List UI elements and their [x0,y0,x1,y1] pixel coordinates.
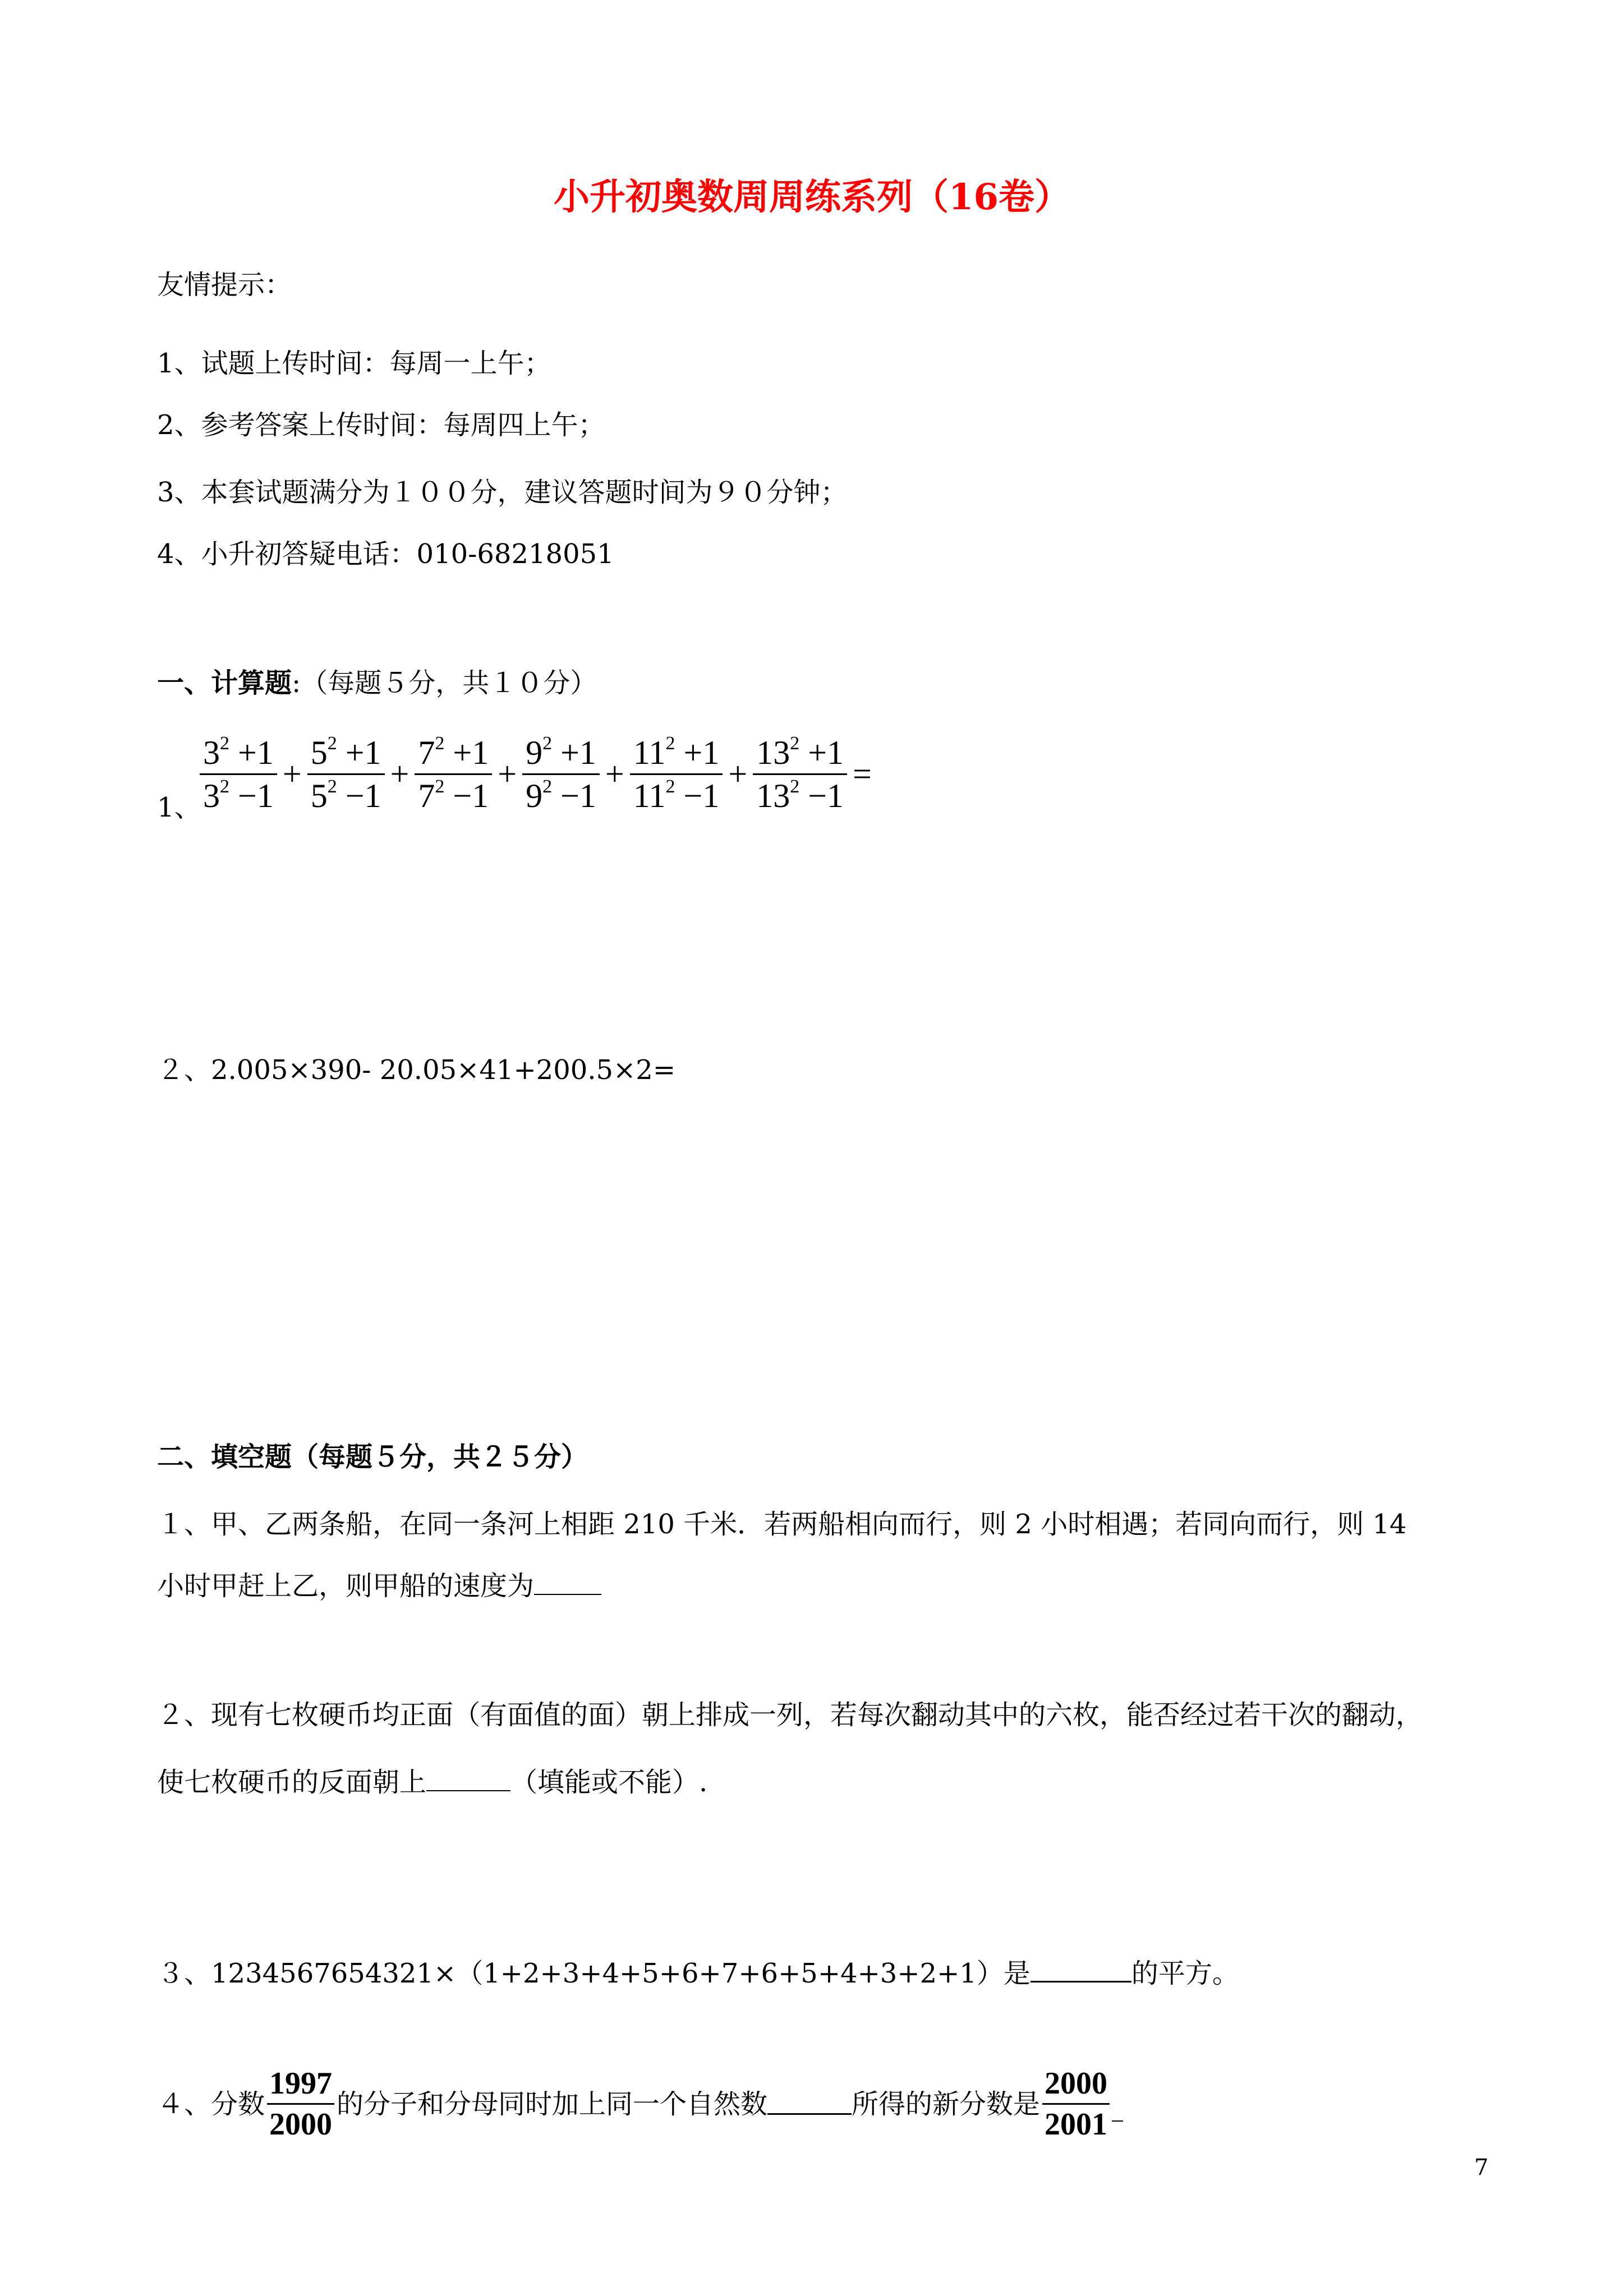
plus-sign: + [282,755,302,792]
denominator-base: 3 [203,777,220,814]
answer-blank[interactable] [1030,1956,1131,1983]
formula-fraction [415,732,492,817]
answer-blank[interactable] [534,1569,601,1595]
plus-sign: + [605,755,624,792]
denominator-tail: −1 [229,777,274,814]
numerator-exponent: 2 [220,733,229,754]
tip-item: 2、参考答案上传时间：每周四上午； [157,409,605,441]
section2-q3-text-a: ３、1234567654321×（1+2+3+4+5+6+7+6+5+4+3+2+1）是 [157,1958,1030,1989]
trailing-dash [1112,2109,1123,2122]
numerator-tail: +1 [799,734,844,771]
fraction-denominator: 2001 [1045,2107,1108,2142]
denominator-base: 7 [418,777,435,814]
section2-q1-text: 小时甲赶上乙，则甲船的速度为 [157,1570,535,1602]
denominator-tail: −1 [675,777,720,814]
denominator-base: 13 [756,777,790,814]
section2-q2-line1: ２、现有七枚硬币均正面（有面值的面）朝上排成一列，若每次翻动其中的六枚，能否经过若干次的翻动， [157,1699,1423,1731]
numerator-tail: +1 [444,734,489,771]
section2-heading: 二、填空题（每题５分，共２５分） [157,1441,588,1473]
fraction-denominator [307,775,385,817]
section2-q2-line2 [157,1765,707,1799]
tip-item: 3、本套试题满分为１００分，建议答题时间为９０分钟； [157,477,848,508]
fraction-2000-2001 [1042,2064,1110,2144]
fraction-numerator [307,732,385,773]
section2-q3-text-b: 的平方。 [1131,1958,1239,1989]
fraction-denominator [753,775,847,817]
tip-item: 4、小升初答疑电话：010-68218051 [157,538,614,570]
numerator-base: 7 [418,734,435,771]
denominator-tail: −1 [444,777,489,814]
fraction-numerator [415,732,492,773]
section2-q3 [157,1956,1239,1990]
plus-sign: + [498,755,517,792]
fraction-numerator: 1997 [269,2066,333,2101]
formula-fraction [630,732,723,817]
numerator-tail: +1 [337,734,381,771]
denominator-exponent: 2 [435,776,445,797]
denominator-base: 11 [633,777,666,814]
formula-fraction [200,732,277,817]
numerator-base: 9 [526,734,543,771]
page-number: 7 [1474,2155,1489,2180]
fraction-1997-2000 [267,2064,334,2144]
numerator-exponent: 2 [327,733,337,754]
plus-sign: + [390,755,410,792]
numerator-base: 13 [756,734,790,771]
q1-formula [197,732,875,817]
denominator-tail: −1 [552,777,596,814]
plus-sign: + [728,755,748,792]
numerator-exponent: 2 [790,733,800,754]
page-title: 小升初奥数周周练系列（16卷） [553,176,1071,218]
tip-item: 1、试题上传时间：每周一上午； [157,348,551,379]
fraction-numerator [753,732,847,773]
fraction-numerator [522,732,600,773]
fraction-numerator [200,732,277,773]
section2-q2-text-a: 使七枚硬币的反面朝上 [157,1767,427,1798]
fraction-denominator [415,775,492,817]
fraction-numerator: 2000 [1045,2066,1108,2101]
denominator-tail: −1 [337,777,381,814]
section2-q4 [157,2064,1123,2144]
fraction-denominator [200,775,277,817]
denominator-exponent: 2 [790,776,800,797]
numerator-exponent: 2 [435,733,445,754]
answer-blank[interactable] [767,2102,852,2115]
numerator-base: 5 [310,734,328,771]
formula-fraction [753,732,847,817]
tips-header: 友情提示： [157,269,292,301]
section2-q2-text-b: （填能或不能）. [510,1767,708,1798]
section1-heading-bold: 一、计算题 [157,667,292,699]
fraction-denominator [522,775,600,817]
fraction-denominator: 2000 [269,2107,333,2142]
numerator-tail: +1 [552,734,596,771]
numerator-base: 3 [203,734,220,771]
numerator-tail: +1 [229,734,274,771]
section1-heading-rest: :（每题５分，共１０分） [292,667,597,699]
section2-q1-line2 [157,1569,601,1603]
numerator-base: 11 [633,734,666,771]
q1-label: 1、 [157,792,201,823]
answer-blank[interactable] [426,1765,510,1791]
equals-sign: = [853,755,872,792]
formula-fraction [307,732,385,817]
denominator-exponent: 2 [665,776,675,797]
denominator-tail: −1 [799,777,844,814]
section2-q4-text-b: 的分子和分母同时加上同一个自然数 [337,2088,768,2120]
numerator-exponent: 2 [542,733,553,754]
fraction-denominator [630,775,723,817]
section2-q4-text-a: ４、分数 [157,2088,265,2120]
denominator-exponent: 2 [542,776,553,797]
numerator-tail: +1 [675,734,720,771]
numerator-exponent: 2 [665,733,675,754]
denominator-exponent: 2 [327,776,337,797]
denominator-base: 5 [310,777,328,814]
formula-fraction [522,732,600,817]
section1-q2: ２、2.005×390- 20.05×41+200.5×2= [157,1054,676,1086]
denominator-base: 9 [526,777,543,814]
denominator-exponent: 2 [220,776,229,797]
section2-q1-line1: １、甲、乙两条船，在同一条河上相距 210 千米．若两船相向而行，则 2 小时相遇；若同向而行，则 14 [157,1509,1407,1540]
section2-q4-text-c: 所得的新分数是 [852,2088,1041,2120]
section1-heading [157,666,597,700]
fraction-numerator [630,732,723,773]
